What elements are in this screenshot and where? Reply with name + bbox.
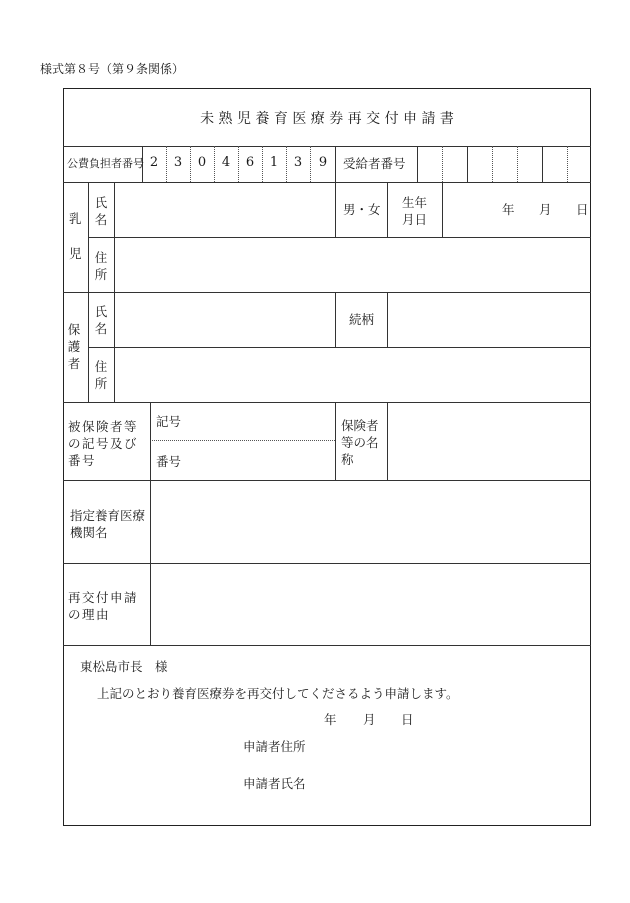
birth-day-label: 日 xyxy=(576,202,589,217)
addressee: 東松島市長 様 xyxy=(80,659,168,674)
applicant-address-label: 申請者住所 xyxy=(243,739,306,754)
cell-border xyxy=(335,292,336,347)
burden-digit: 3 xyxy=(293,155,303,170)
guardian-name-label: 氏名 xyxy=(94,304,108,336)
insured-symbol-label: 記号 xyxy=(156,414,182,429)
insured-number-label: 番号 xyxy=(156,454,182,469)
institution-name-label: 指定養育医療機関名 xyxy=(70,508,146,540)
infant-address-label: 住所 xyxy=(94,250,108,282)
divider-infant-name xyxy=(88,237,591,238)
burden-digit: 9 xyxy=(318,155,328,170)
cell-border xyxy=(542,146,543,182)
sex-label: 男・女 xyxy=(343,202,381,217)
divider-below-reason xyxy=(63,645,591,646)
divider-symbol-number xyxy=(150,440,335,441)
application-day-label: 日 xyxy=(401,712,414,727)
relation-label: 続柄 xyxy=(349,312,375,327)
cell-border xyxy=(387,292,388,347)
infant-section-label: 児 xyxy=(69,246,82,261)
burden-digit: 3 xyxy=(173,155,183,170)
cell-border xyxy=(335,182,336,237)
reissue-reason-label: 再交付申請の理由 xyxy=(68,590,139,622)
cell-border xyxy=(335,402,336,480)
digit-separator xyxy=(492,146,493,182)
birth-month-label: 月 xyxy=(539,202,552,217)
recipient-number-label: 受給者番号 xyxy=(343,156,406,171)
digit-separator xyxy=(517,146,518,182)
divider-below-guardian xyxy=(63,402,591,403)
infant-section-label: 乳 xyxy=(69,211,82,226)
cell-border xyxy=(387,182,388,237)
divider-below-insured xyxy=(63,480,591,481)
birth-date-label: 生年月日 xyxy=(402,195,428,227)
insured-symbol-number-label: 被保険者等の記号及び番号 xyxy=(68,419,139,468)
applicant-name-label: 申請者氏名 xyxy=(243,776,306,791)
burden-digit: 4 xyxy=(221,155,231,170)
burden-digit: 6 xyxy=(245,155,255,170)
form-title: 未 熟 児 養 育 医 療 券 再 交 付 申 請 書 xyxy=(200,111,454,127)
form-number-note: 様式第８号（第９条関係） xyxy=(40,62,185,76)
application-year-label: 年 xyxy=(324,712,337,727)
divider-below-infant xyxy=(63,292,591,293)
cell-border xyxy=(335,146,336,182)
cell-border xyxy=(150,402,151,645)
cell-border xyxy=(417,146,418,182)
insurer-name-label: 保険者等の名称 xyxy=(341,418,379,467)
cell-border xyxy=(467,146,468,182)
digit-separator xyxy=(442,146,443,182)
application-month-label: 月 xyxy=(363,712,376,727)
cell-border xyxy=(387,402,388,480)
birth-year-label: 年 xyxy=(502,202,515,217)
divider-guardian-name xyxy=(88,347,591,348)
divider-below-institution xyxy=(63,563,591,564)
infant-name-label: 氏名 xyxy=(94,195,108,227)
burden-digit: 0 xyxy=(197,155,207,170)
cell-border xyxy=(88,182,89,402)
application-statement: 上記のとおり養育医療券を再交付してくださるよう申請します。 xyxy=(97,686,459,701)
cell-border xyxy=(442,182,443,237)
guardian-address-label: 住所 xyxy=(94,359,108,391)
burden-digit: 2 xyxy=(149,155,159,170)
burden-digit: 1 xyxy=(269,155,279,170)
divider-below-numbers xyxy=(63,182,591,183)
cell-border xyxy=(114,182,115,402)
burden-number-label: 公費負担者番号 xyxy=(67,157,144,170)
guardian-section-label: 保護者 xyxy=(67,322,81,371)
digit-separator xyxy=(567,146,568,182)
